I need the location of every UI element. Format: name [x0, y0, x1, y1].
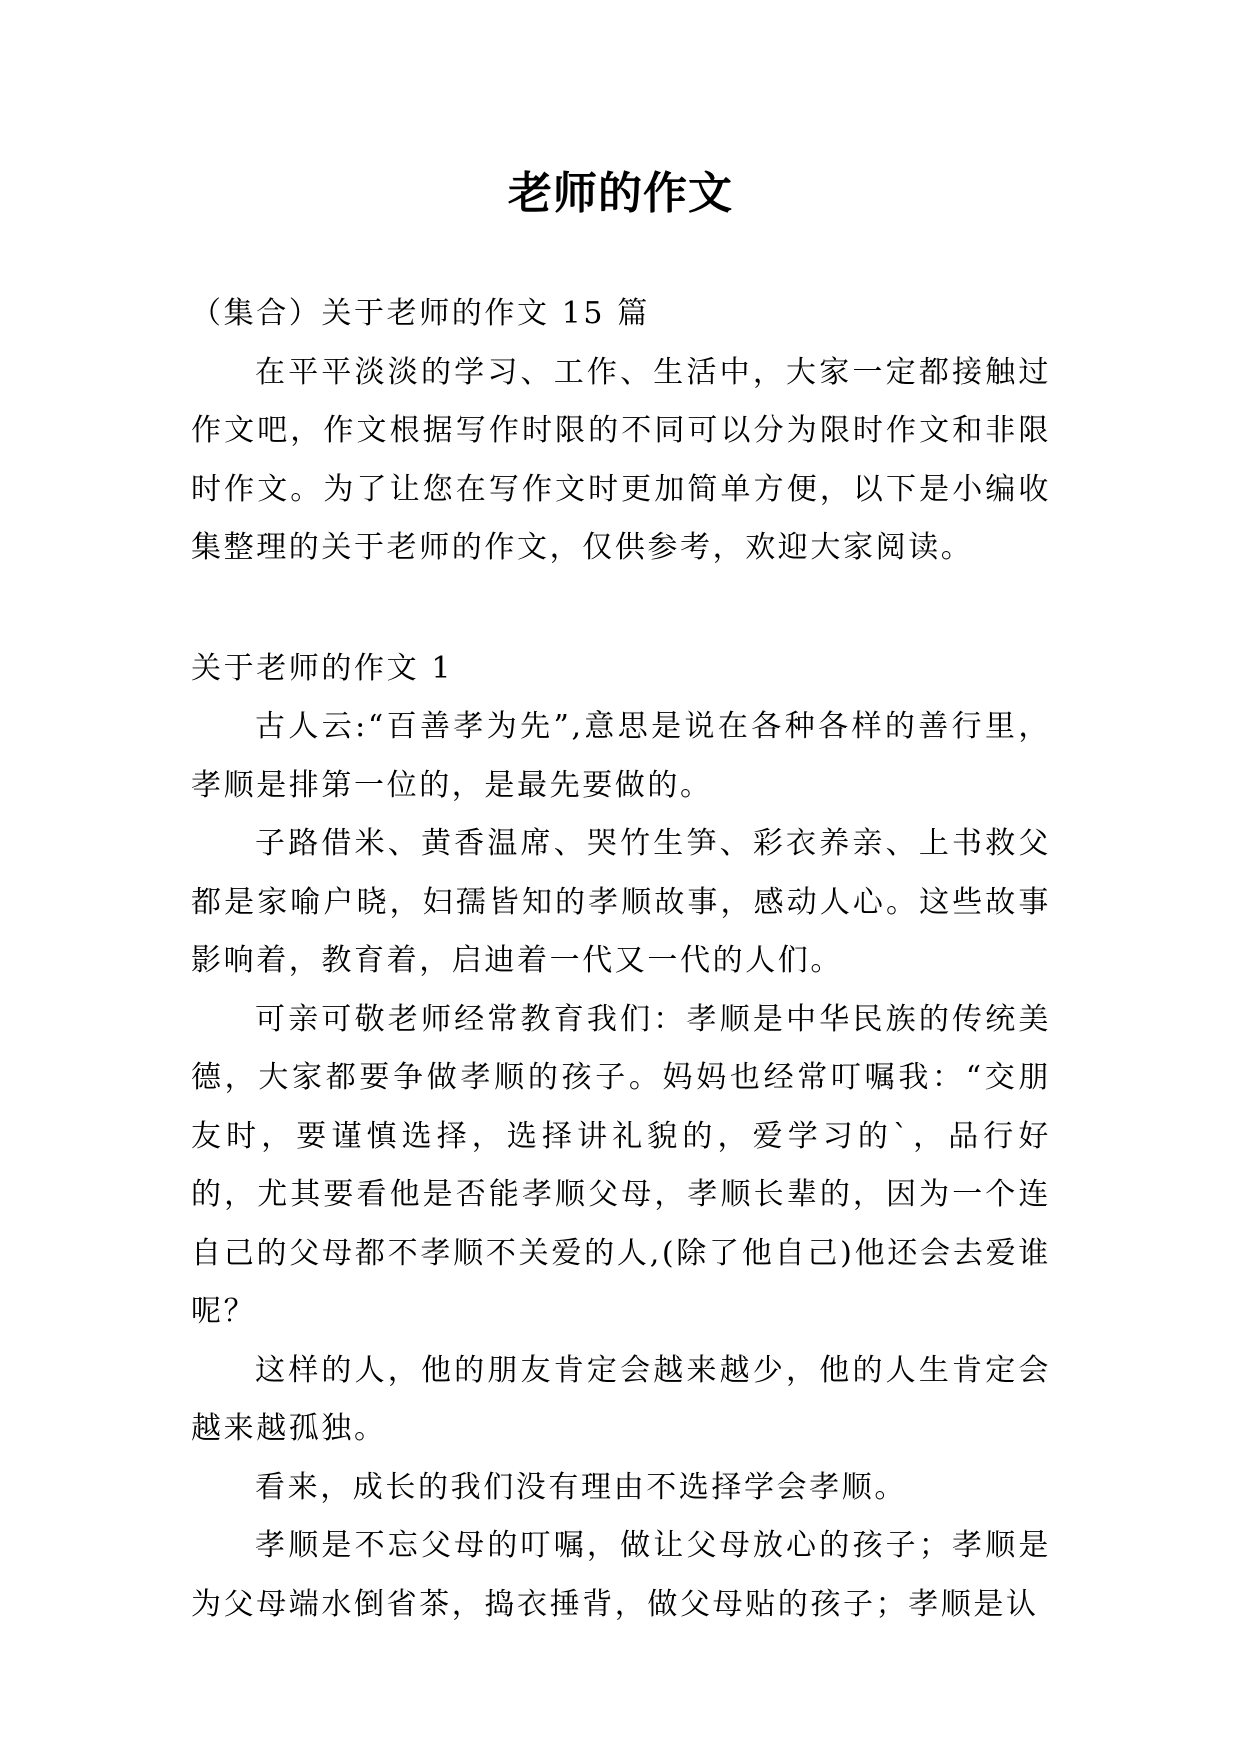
body-paragraph: 子路借米、黄香温席、哭竹生笋、彩衣养亲、上书救父都是家喻户晓，妇孺皆知的孝顺故事，感动人心。这些故事影响着，教育着，启迪着一代又一代的人们。	[191, 826, 1051, 978]
section-spacer	[191, 578, 1051, 640]
body-paragraph: 可亲可敬老师经常教育我们：孝顺是中华民族的传统美德，大家都要争做孝顺的孩子。妈妈也经常叮嘱我：“交朋友时，要谨慎选择，选择讲礼貌的，爱学习的`，品行好的，尤其要看他是否能孝顺父母，孝顺长辈的，因为一个连自己的父母都不孝顺不关爱的人,(除了他自己)他还会去爱谁呢？	[191, 1001, 1051, 1329]
section-heading: 关于老师的作文 1	[191, 650, 454, 686]
document-title: 老师的作文	[508, 168, 733, 220]
body-paragraph: 孝顺是不忘父母的叮嘱，做让父母放心的孩子；孝顺是为父母端水倒省茶，捣衣捶背，做父母贴的孩子；孝顺是认	[191, 1528, 1051, 1622]
document-subtitle: （集合）关于老师的作文 15 篇	[191, 296, 650, 331]
body-paragraph: 这样的人，他的朋友肯定会越来越少，他的人生肯定会越来越孤独。	[191, 1352, 1051, 1446]
body-paragraph: 古人云:“百善孝为先”,意思是说在各种各样的善行里，孝顺是排第一位的，是最先要做的。	[191, 709, 1051, 803]
document-body	[191, 285, 1051, 1634]
intro-paragraph: 在平平淡淡的学习、工作、生活中，大家一定都接触过作文吧，作文根据写作时限的不同可以分为限时作文和非限时作文。为了让您在写作文时更加简单方便，以下是小编收集整理的关于老师的作文，仅供参考，欢迎大家阅读。	[191, 354, 1051, 565]
body-paragraph: 看来，成长的我们没有理由不选择学会孝顺。	[255, 1469, 907, 1505]
